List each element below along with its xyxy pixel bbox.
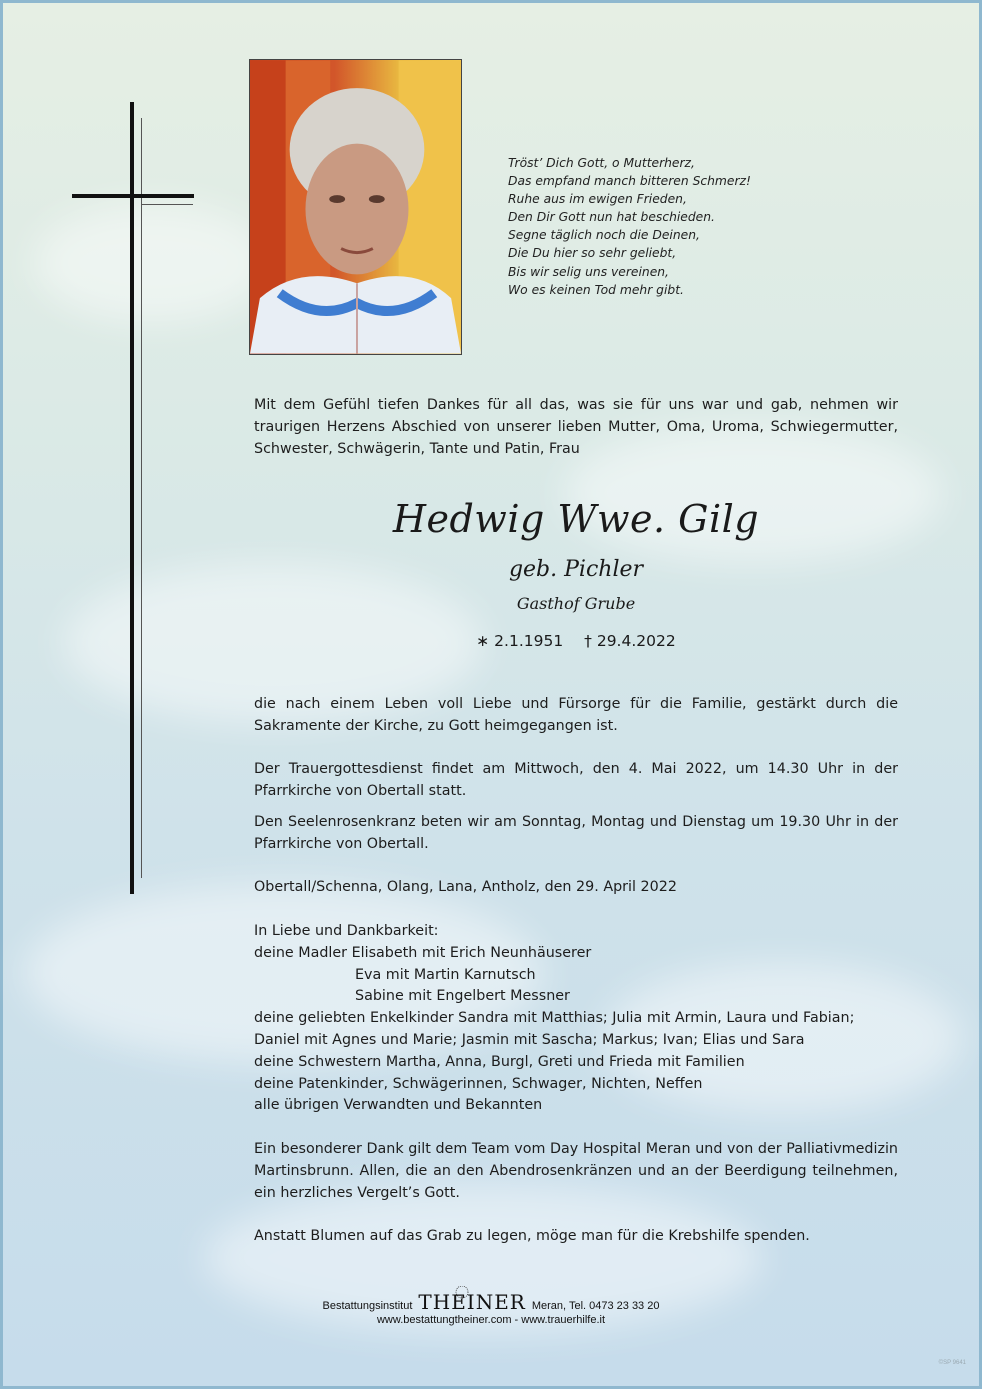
- mourner-line: Sabine mit Engelbert Messner: [355, 988, 570, 1005]
- poem-line: Segne täglich noch die Deinen,: [508, 228, 700, 243]
- maiden-name: geb. Pichler: [508, 557, 644, 582]
- poem-line: Die Du hier so sehr geliebt,: [508, 246, 677, 261]
- portrait-photo: [249, 59, 462, 355]
- poem-line: Den Dir Gott nun hat beschieden.: [508, 210, 715, 225]
- poem-line: Ruhe aus im ewigen Frieden,: [508, 192, 687, 207]
- mourners-list: [254, 921, 904, 1117]
- funeral-home-logo: [418, 1292, 525, 1312]
- tree-icon: [442, 1286, 482, 1304]
- deceased-name: Hedwig Wwe. Gilg: [392, 497, 760, 541]
- paragraph-funeral-service: Der Trauergottesdienst findet am Mittwoch, den 4. Mai 2022, um 14.30 Uhr in der Pfarrkirche von Obertall statt.: [254, 761, 898, 799]
- portrait-illustration: [250, 60, 461, 354]
- mourner-line: Daniel mit Agnes und Marie; Jasmin mit Sascha; Markus; Ivan; Elias und Sara: [254, 1031, 805, 1048]
- place-date: Obertall/Schenna, Olang, Lana, Antholz, den 29. April 2022: [254, 879, 677, 895]
- mourner-line: deine Patenkinder, Schwägerinnen, Schwager, Nichten, Neffen: [254, 1075, 703, 1092]
- mourner-line: alle übrigen Verwandten und Bekannten: [254, 1097, 543, 1114]
- funeral-home-name: THEINER: [418, 1290, 526, 1314]
- cross-icon: [130, 102, 134, 894]
- poem-line: Wo es keinen Tod mehr gibt.: [508, 282, 684, 297]
- cross-shadow-vertical: [141, 118, 142, 878]
- death-date: † 29.4.2022: [584, 632, 676, 650]
- footer-contact: Meran, Tel. 0473 23 33 20: [531, 1300, 660, 1312]
- print-code: ©SP 9641: [938, 1360, 966, 1366]
- funeral-home-footer: [0, 1292, 982, 1326]
- cross-bar: [72, 194, 194, 198]
- poem: [508, 154, 808, 299]
- mourner-line: deine geliebten Enkelkinder Sandra mit Matthias; Julia mit Armin, Laura und Fabian;: [254, 1010, 855, 1027]
- mourners-heading: In Liebe und Dankbarkeit:: [254, 923, 439, 939]
- intro-text: Mit dem Gefühl tiefen Dankes für all das, was sie für uns war und gab, nehmen wir traurigen Herzens Abschied von unserer lieben Mutter, Oma, Uroma, Schwiegermutter, Schwester, Schwägerin, Tante und Patin, Frau: [254, 397, 898, 457]
- thanks-text: Ein besonderer Dank gilt dem Team vom Day Hospital Meran und von der Palliativmedizin Martinsbrunn. Allen, die an den Abendrosenkränzen und an der Beerdigung teilnehmen, ein herzliches Vergelt’s Gott.: [254, 1141, 898, 1201]
- donation-note: Anstatt Blumen auf das Grab zu legen, möge man für die Krebshilfe spenden.: [254, 1228, 810, 1244]
- cross-shadow-horizontal: [141, 204, 193, 205]
- footer-web[interactable]: www.bestattungtheiner.com - www.trauerhilfe.it: [376, 1314, 606, 1326]
- poem-line: Das empfand manch bitteren Schmerz!: [508, 174, 751, 189]
- mourner-line: deine Madler Elisabeth mit Erich Neunhäuserer: [254, 944, 592, 961]
- paragraph-rosary: Den Seelenrosenkranz beten wir am Sonntag, Montag und Dienstag um 19.30 Uhr in der Pfarrkirche von Obertall.: [254, 814, 898, 852]
- poem-line: Bis wir selig uns vereinen,: [508, 264, 669, 279]
- business-name: Gasthof Grube: [516, 594, 636, 613]
- life-dates: [254, 632, 898, 650]
- footer-prefix: Bestattungsinstitut: [322, 1300, 413, 1312]
- birth-date: ∗ 2.1.1951: [476, 632, 564, 650]
- paragraph-passing: die nach einem Leben voll Liebe und Fürsorge für die Familie, gestärkt durch die Sakramente der Kirche, zu Gott heimgegangen ist.: [254, 696, 898, 734]
- poem-line: Tröst’ Dich Gott, o Mutterherz,: [508, 156, 695, 170]
- mourner-line: deine Schwestern Martha, Anna, Burgl, Greti und Frieda mit Familien: [254, 1053, 745, 1070]
- mourner-line: Eva mit Martin Karnutsch: [355, 966, 536, 983]
